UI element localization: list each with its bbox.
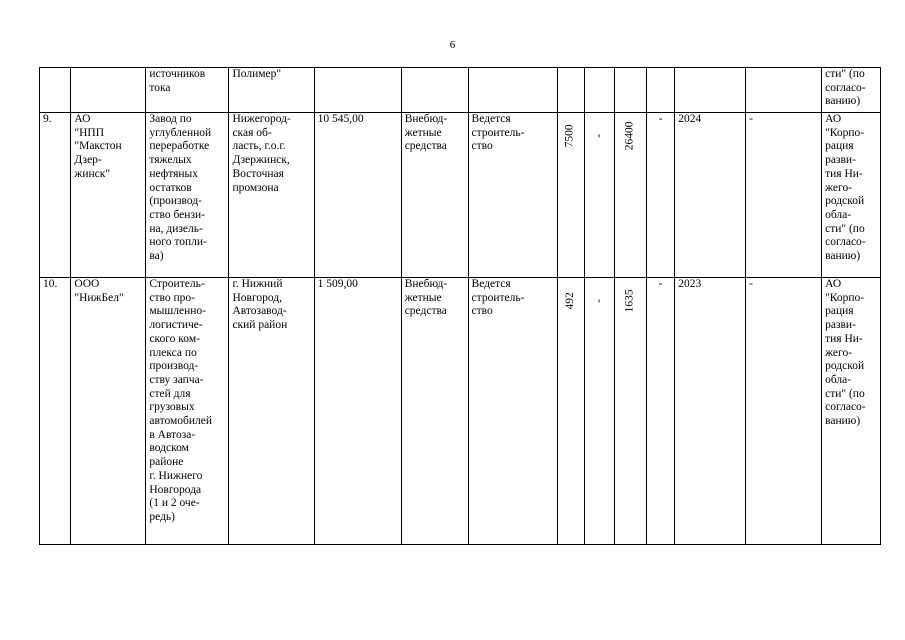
cell-value-1 xyxy=(557,113,584,278)
page-number: 6 xyxy=(449,39,456,51)
value-2-text: - xyxy=(592,134,605,138)
cell-value-1 xyxy=(557,68,584,113)
cell-project: Завод по углубленной переработке тяжелых нефтяных остатков (производ- ство бензи- на, дизель- ного топли- ва) xyxy=(146,113,229,278)
value-1-text: 7500 xyxy=(564,124,577,148)
cell-number: 10. xyxy=(40,278,71,545)
cell-location: г. Нижний Новгород, Автозавод- ский район xyxy=(229,278,314,545)
cell-status: Ведется строитель- ство xyxy=(468,278,557,545)
cell-partner: АО "Корпо- рация разви- тия Ни- жего- родской обла- сти" (по согласо- ванию) xyxy=(822,278,881,545)
cell-year xyxy=(675,68,746,113)
cell-value-2 xyxy=(585,113,615,278)
cell-organization xyxy=(71,68,146,113)
cell-value-1 xyxy=(557,278,584,545)
cell-value-4: - xyxy=(646,113,674,278)
cell-project: источников тока xyxy=(146,68,229,113)
cell-value-3 xyxy=(615,278,646,545)
cell-funding-source xyxy=(401,68,468,113)
cell-funding-source: Внебюд- жетные средства xyxy=(401,278,468,545)
cell-year: 2023 xyxy=(675,278,746,545)
value-2-text: - xyxy=(592,299,605,303)
cell-value-3 xyxy=(615,113,646,278)
table-row xyxy=(40,113,881,278)
value-3-text: 26400 xyxy=(623,121,636,151)
cell-organization: ООО "НижБел" xyxy=(71,278,146,545)
cell-location: Нижегород- ская об- ласть, г.о.г. Дзержинск, Восточная промзона xyxy=(229,113,314,278)
cell-year: 2024 xyxy=(675,113,746,278)
table-row xyxy=(40,68,881,113)
cell-value-5: - xyxy=(746,278,822,545)
table-row xyxy=(40,278,881,545)
cell-value-2 xyxy=(585,278,615,545)
projects-table xyxy=(39,67,881,545)
cell-cost xyxy=(314,68,401,113)
cell-number: 9. xyxy=(40,113,71,278)
cell-cost: 10 545,00 xyxy=(314,113,401,278)
cell-value-4 xyxy=(646,68,674,113)
cell-value-2 xyxy=(585,68,615,113)
cell-funding-source: Внебюд- жетные средства xyxy=(401,113,468,278)
cell-value-5: - xyxy=(746,113,822,278)
cell-partner: АО "Корпо- рация разви- тия Ни- жего- родской обла- сти" (по согласо- ванию) xyxy=(822,113,881,278)
cell-partner: сти" (по согласо- ванию) xyxy=(822,68,881,113)
cell-organization: АО "НПП "Макстон Дзер- жинск" xyxy=(71,113,146,278)
cell-value-5 xyxy=(746,68,822,113)
cell-value-4: - xyxy=(646,278,674,545)
value-3-text: 1635 xyxy=(623,289,636,313)
cell-status: Ведется строитель- ство xyxy=(468,113,557,278)
cell-location: Полимер" xyxy=(229,68,314,113)
value-1-text: 492 xyxy=(564,292,577,310)
cell-project: Строитель- ство про- мышленно- логистиче- ского ком- плекса по производ- ству запча- стей для грузовых автомобилей в Автоза- водском районе г. Нижнего Новгорода (1 и 2 оче- редь) xyxy=(146,278,229,545)
cell-value-3 xyxy=(615,68,646,113)
cell-status xyxy=(468,68,557,113)
cell-number xyxy=(40,68,71,113)
cell-cost: 1 509,00 xyxy=(314,278,401,545)
